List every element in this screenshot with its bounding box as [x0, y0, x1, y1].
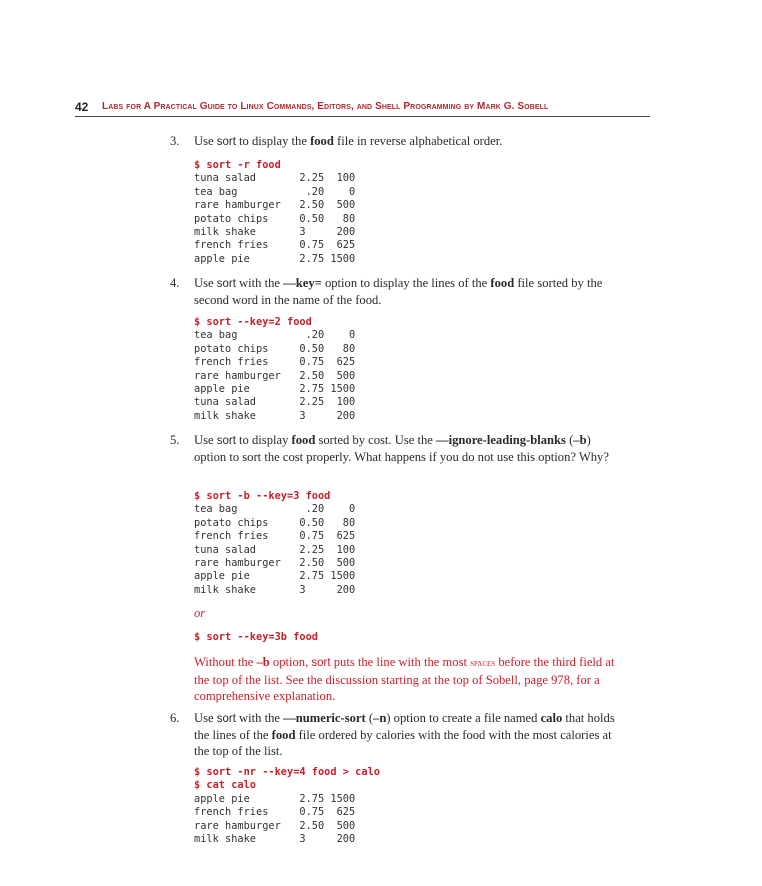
- command-output: apple pie 2.75 1500 french fries 0.75 625 rare hamburger 2.50 500 milk shake 3 200: [194, 792, 356, 846]
- exercise-text: Use sort to display the food file in reverse alphabetical order.: [194, 134, 503, 148]
- exercise-number: 6.: [170, 711, 180, 725]
- command-output: tea bag .20 0 potato chips 0.50 80 french fries 0.75 625 tuna salad 2.25 100 rare hamburger 2.50 500 apple pie 2.75 1500 milk shake 3 200: [194, 503, 356, 596]
- command-output: tuna salad 2.25 100 tea bag .20 0 rare hamburger 2.50 500 potato chips 0.50 80 milk shake 3 200 french fries 0.75 625 apple pie 2.75 1500: [194, 172, 356, 265]
- code-block-5b: [194, 631, 318, 644]
- command: $ sort -nr --key=4 food > calo $ cat calo: [194, 766, 380, 792]
- command: $ sort -r food: [194, 159, 281, 171]
- exercise-number: 3.: [170, 134, 180, 148]
- running-header: [75, 100, 650, 117]
- code-block-5: [194, 490, 355, 597]
- command: $ sort --key=2 food: [194, 316, 312, 328]
- command: $ sort --key=3b food: [194, 631, 318, 643]
- exercise-number: 4.: [170, 276, 180, 290]
- answer-5: Without the –b option, sort puts the line with the most spaces before the third field at the top of the list. See the discussion starting at the top of Sobell, page 978, for a comprehensive explanation.: [194, 655, 615, 703]
- header-title: Labs for A Practical Guide to Linux Commands, Editors, and Shell Programming by Mark G. Sobell: [102, 101, 549, 112]
- exercise-text: Use sort with the ––numeric-sort (–n) option to create a file named calo that holds the lines of the food file ordered by calories with the food with the most calories at the top of the list.: [194, 711, 615, 758]
- exercise-number: 5.: [170, 433, 180, 447]
- page-number: 42: [75, 100, 89, 114]
- command: $ sort -b --key=3 food: [194, 490, 331, 502]
- or-separator: or: [194, 606, 206, 620]
- exercise-text: Use sort to display food sorted by cost. Use the ––ignore-leading-blanks (–b) option to sort the cost properly. What happens if you do not use this option? Why?: [194, 433, 609, 464]
- exercise-text: Use sort with the ––key= option to display the lines of the food file sorted by the second word in the name of the food.: [194, 276, 603, 307]
- command-output: tea bag .20 0 potato chips 0.50 80 french fries 0.75 625 rare hamburger 2.50 500 apple pie 2.75 1500 tuna salad 2.25 100 milk shake 3 200: [194, 329, 356, 422]
- exercise-6: [170, 710, 630, 760]
- exercise-4: [170, 275, 630, 309]
- code-block-3: [194, 159, 355, 266]
- code-block-6: [194, 766, 380, 846]
- exercise-3: [170, 133, 630, 151]
- code-block-4: [194, 316, 355, 423]
- exercise-5: [170, 432, 630, 482]
